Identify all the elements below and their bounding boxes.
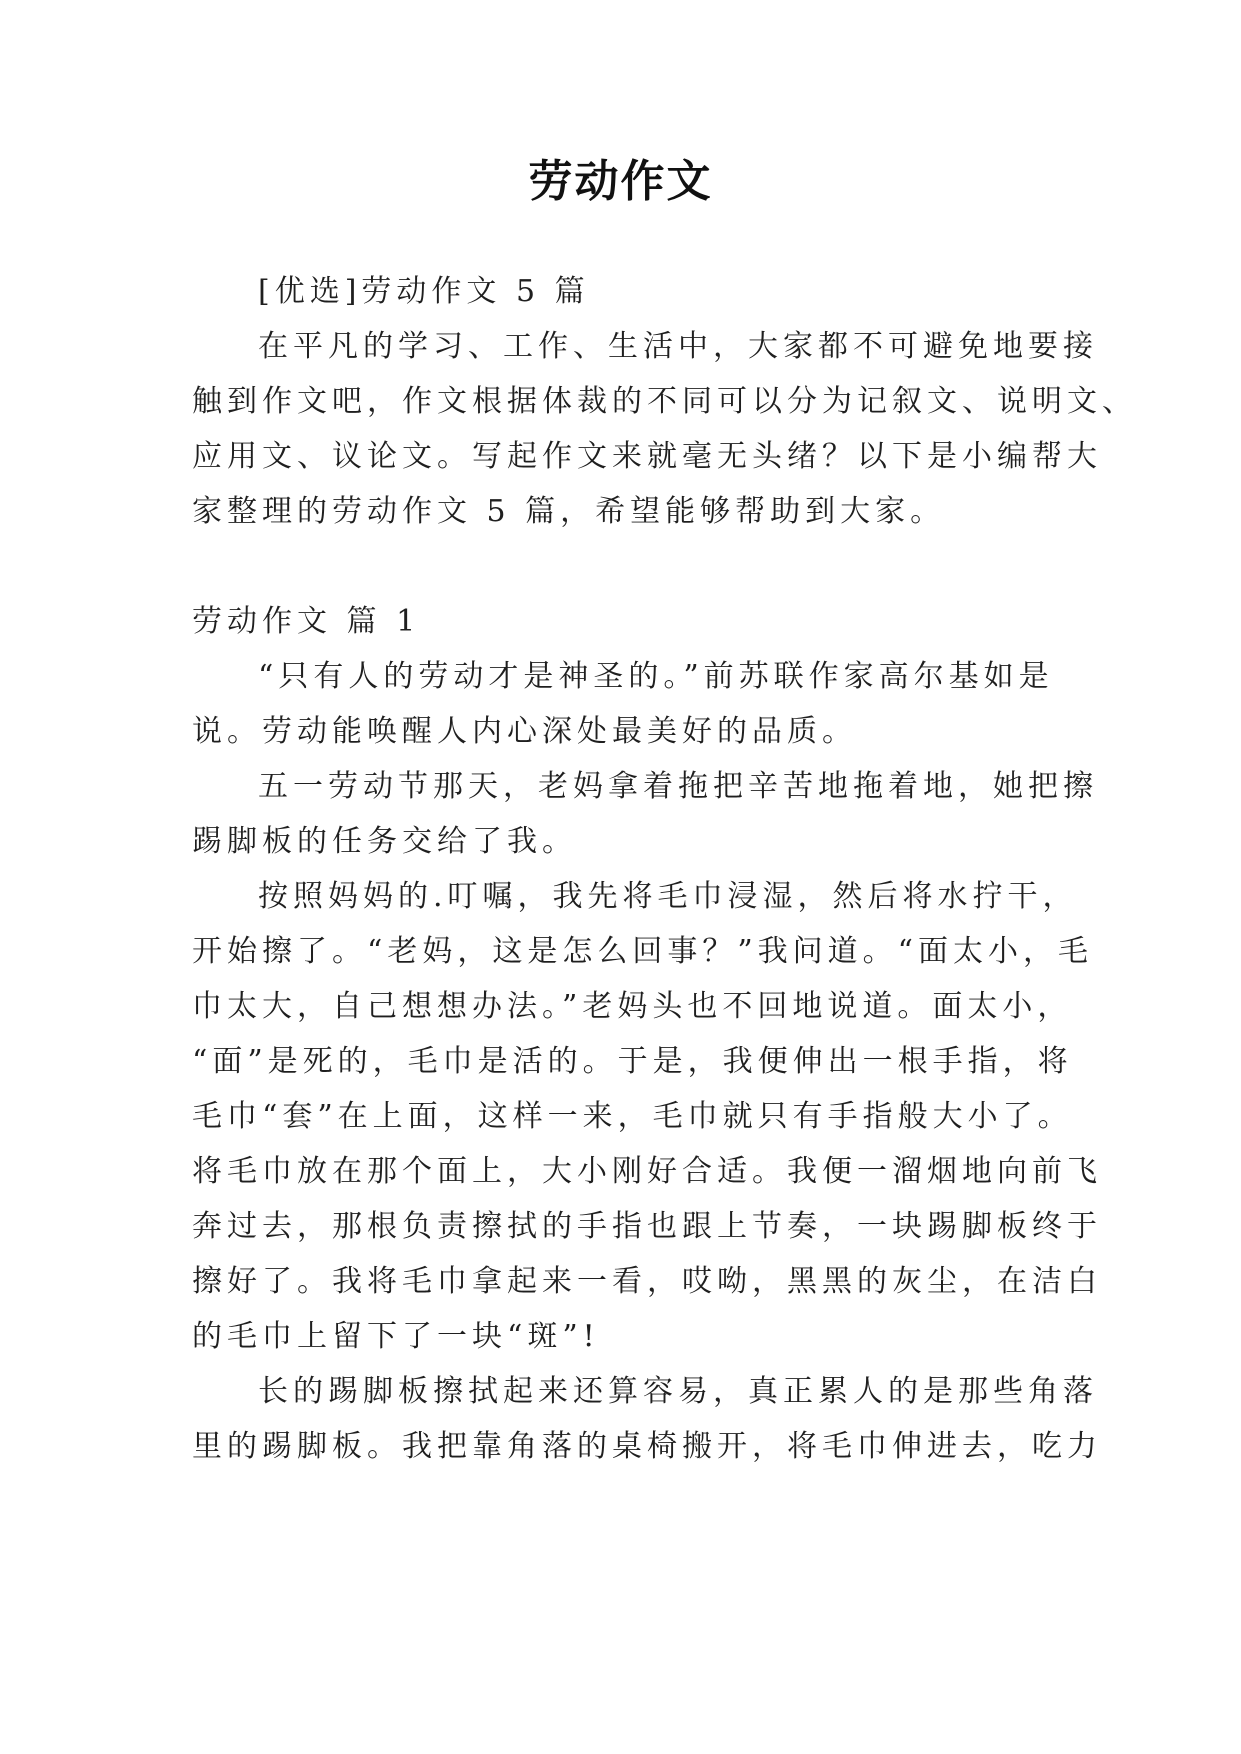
section-heading: 劳动作文 篇 1 (192, 604, 421, 639)
document-title: 劳动作文 (528, 156, 713, 207)
paragraph-line: “只有人的劳动才是神圣的。”前苏联作家高尔基如是 (258, 659, 1054, 694)
paragraph-line: 踢脚板的任务交给了我。 (192, 824, 577, 859)
paragraph-line: 五一劳动节那天，老妈拿着拖把辛苦地拖着地，她把擦 (258, 769, 1098, 804)
paragraph-line: 奔过去，那根负责擦拭的手指也跟上节奏，一块踢脚板终于 (192, 1209, 1102, 1244)
paragraph-line: 毛巾“套”在上面，这样一来，毛巾就只有手指般大小了。 (192, 1099, 1073, 1134)
paragraph-line: “面”是死的，毛巾是活的。于是，我便伸出一根手指，将 (192, 1044, 1073, 1079)
paragraph-line: 开始擦了。“老妈，这是怎么回事？”我问道。“面太小，毛 (192, 934, 1094, 969)
paragraph-line: 里的踢脚板。我把靠角落的桌椅搬开，将毛巾伸进去，吃力 (192, 1429, 1102, 1464)
paragraph-line: 擦好了。我将毛巾拿起来一看，哎呦，黑黑的灰尘，在洁白 (192, 1264, 1102, 1299)
paragraph-line: 家整理的劳动作文 5 篇，希望能够帮助到大家。 (192, 494, 946, 529)
paragraph-line: 的毛巾上留下了一块“斑”! (192, 1319, 600, 1354)
paragraph-line: 说。劳动能唤醒人内心深处最美好的品质。 (192, 714, 857, 749)
paragraph-line: 巾太大，自己想想办法。”老妈头也不回地说道。面太小， (192, 989, 1073, 1024)
paragraph-line: 将毛巾放在那个面上，大小刚好合适。我便一溜烟地向前飞 (192, 1154, 1102, 1189)
intro-heading: [优选]劳动作文 5 篇 (258, 274, 590, 309)
paragraph-line: 长的踢脚板擦拭起来还算容易，真正累人的是那些角落 (258, 1374, 1098, 1409)
paragraph-line: 应用文、议论文。写起作文来就毫无头绪？以下是小编帮大 (192, 439, 1102, 474)
paragraph-line: 触到作文吧，作文根据体裁的不同可以分为记叙文、说明文、 (192, 384, 1137, 419)
paragraph-line: 按照妈妈的.叮嘱，我先将毛巾浸湿，然后将水拧干， (258, 879, 1078, 914)
paragraph-line: 在平凡的学习、工作、生活中，大家都不可避免地要接 (258, 329, 1098, 364)
